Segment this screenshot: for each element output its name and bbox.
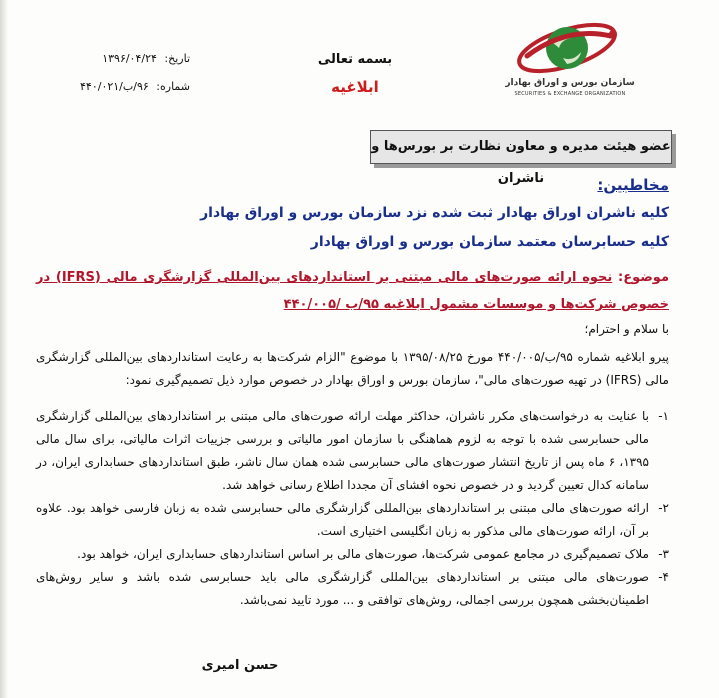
subject [36, 264, 669, 318]
item-number: ۲- [658, 501, 669, 515]
number-value: ۹۶/ب/۴۴۰/۰۲۱ [80, 80, 149, 93]
list-item [36, 497, 669, 543]
subject-text: نحوه ارائه صورت‌های مالی مبتنی بر استانداردهای بین‌المللی گزارشگری مالی (IFRS) در خصوص شرکت‌ها و موسسات مشمول ابلاغیه ۹۵/ب /۴۴۰/۰۰۵ [36, 270, 669, 312]
item-text: با عنایت به درخواست‌های مکرر ناشران، حداکثر مهلت ارائه صورت‌های مالی مبتنی بر استانداردهای بین‌المللی گزارشگری مالی حسابرسی شده با توجه به لزوم هماهنگی با سازمان امور مالیاتی و بررسی جزییات اثرات مالیاتی، برای سال مالی ۱۳۹۵، ۶ ماه پس از تاریخ انتشار صورت‌های مالی حسابرسی شده همان سال ناشر، طبق استانداردهای حسابداری ایران، در سامانه کدال تعیین گردید و در خصوص نحوه افشای آن مجددا اطلاع رسانی خواهد شد. [36, 409, 649, 492]
item-number: ۳- [658, 547, 669, 561]
seo-globe-logo-icon [505, 12, 635, 78]
item-number: ۴- [658, 570, 669, 584]
intro-paragraph: پیرو ابلاغیه شماره ۹۵/ب/۴۴۰/۰۰۵ مورخ ۱۳۹۵/۰۸/۲۵ با موضوع "الزام شرکت‌ها به رعایت استانداردهای بین‌المللی گزارشگری مالی (IFRS) در تهیه صورت‌های مالی"، سازمان بورس و اوراق بهادار در خصوص موارد ذیل تصمیم‌گیری نمود: [36, 350, 670, 387]
list-item [36, 543, 669, 566]
item-text: صورت‌های مالی مبتنی بر استانداردهای بین‌المللی گزارشگری مالی باید حسابرسی شده باشد و سایر روش‌های اطمینان‌بخشی همچون بررسی اجمالی، روش‌های توافقی و ... مورد تایید نمی‌باشد. [36, 570, 649, 607]
item-text: ملاک تصمیم‌گیری در مجامع عمومی شرکت‌ها، صورت‌های مالی بر اساس استانداردهای حسابداری ایران، خواهد بود. [77, 547, 649, 561]
addressees-title: مخاطبین: [597, 176, 669, 194]
subject-label: موضوع: [618, 270, 670, 285]
date-label: تاریخ: [164, 52, 190, 65]
recipient-box: عضو هیئت مدیره و معاون نظارت بر بورس‌ها و ناشران [370, 130, 672, 164]
list-item [36, 405, 669, 497]
basmala: بسمه تعالی [317, 52, 393, 67]
addressee-line-2: کلیه حسابرسان معتمد سازمان بورس و اوراق بهادار [310, 234, 669, 250]
date-line [40, 52, 190, 65]
seo-logo [505, 12, 635, 104]
list-item [36, 566, 669, 612]
addressee-line-1: کلیه ناشران اوراق بهادار ثبت شده نزد سازمان بورس و اوراق بهادار [200, 205, 669, 221]
decision-items [36, 405, 669, 612]
logo-text-en: SECURITIES & EXCHANGE ORGANIZATION [514, 91, 626, 97]
item-text: ارائه صورت‌های مالی مبتنی بر استانداردهای بین‌المللی گزارشگری مالی حسابرسی شده به زبان فارسی خواهد بود. علاوه بر آن، ارائه صورت‌های مالی مذکور به زبان انگلیسی اختیاری است. [36, 501, 649, 538]
date-value: ۱۳۹۶/۰۴/۲۴ [102, 52, 157, 65]
greeting: با سلام و احترام؛ [584, 322, 669, 336]
number-line [40, 80, 190, 93]
signature-name: حسن امیری [201, 658, 279, 673]
notice-label: ابلاغیه [331, 78, 379, 96]
item-number: ۱- [658, 409, 669, 423]
number-label: شماره: [156, 80, 190, 93]
logo-text-fa: سازمان بورس و اوراق بهادار [505, 78, 635, 88]
page-edge-shadow [0, 0, 8, 698]
